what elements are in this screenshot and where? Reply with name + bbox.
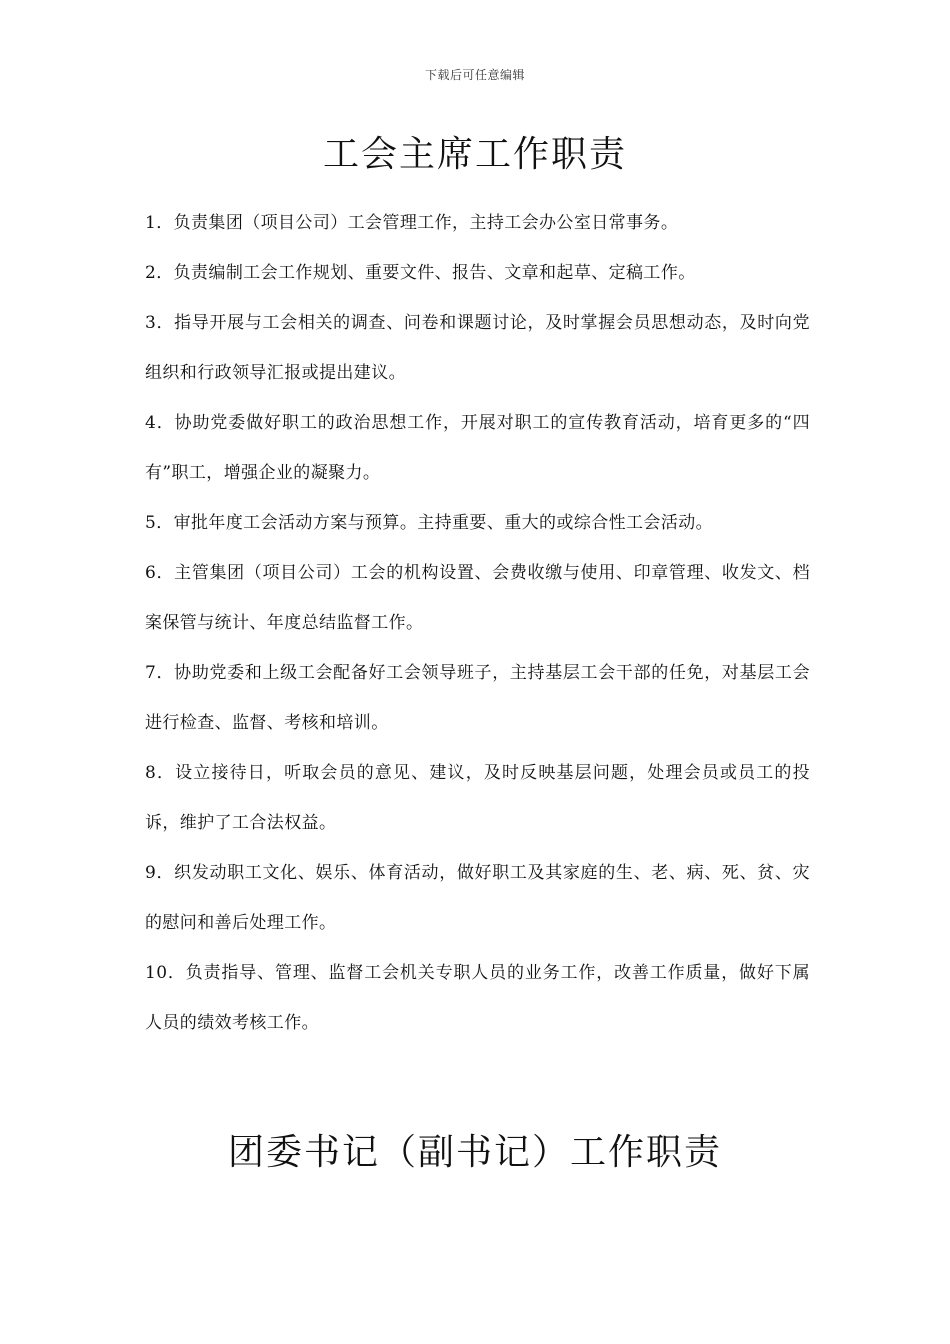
- duty-item-8: 8．设立接待日，听取会员的意见、建议，及时反映基层问题，处理会员或员工的投诉，维护了工合法权益。: [145, 763, 810, 833]
- duty-item-1: 1．负责集团（项目公司）工会管理工作，主持工会办公室日常事务。: [145, 213, 679, 233]
- header-note: 下载后可任意编辑: [424, 68, 525, 82]
- section-title-union-chairman: 工会主席工作职责: [322, 134, 627, 175]
- duty-item-7: 7．协助党委和上级工会配备好工会领导班子，主持基层工会干部的任免，对基层工会进行检查、监督、考核和培训。: [145, 663, 810, 733]
- duty-item-10: 10．负责指导、管理、监督工会机关专职人员的业务工作，改善工作质量，做好下属人员的绩效考核工作。: [145, 963, 810, 1033]
- duty-item-6: 6．主管集团（项目公司）工会的机构设置、会费收缴与使用、印章管理、收发文、档案保管与统计、年度总结监督工作。: [145, 563, 810, 633]
- section-title-youth-league-secretary: 团委书记（副书记）工作职责: [227, 1132, 722, 1173]
- duty-item-2: 2．负责编制工会工作规划、重要文件、报告、文章和起草、定稿工作。: [145, 263, 696, 283]
- duty-item-4: 4．协助党委做好职工的政治思想工作，开展对职工的宣传教育活动，培育更多的“四有”职工，增强企业的凝聚力。: [145, 413, 810, 483]
- duty-item-9: 9．织发动职工文化、娱乐、体育活动，做好职工及其家庭的生、老、病、死、贫、灾的慰问和善后处理工作。: [145, 863, 810, 933]
- duty-item-3: 3．指导开展与工会相关的调查、问卷和课题讨论，及时掌握会员思想动态，及时向党组织和行政领导汇报或提出建议。: [145, 313, 810, 383]
- duty-item-5: 5．审批年度工会活动方案与预算。主持重要、重大的或综合性工会活动。: [145, 513, 714, 533]
- duties-list: [145, 198, 810, 1048]
